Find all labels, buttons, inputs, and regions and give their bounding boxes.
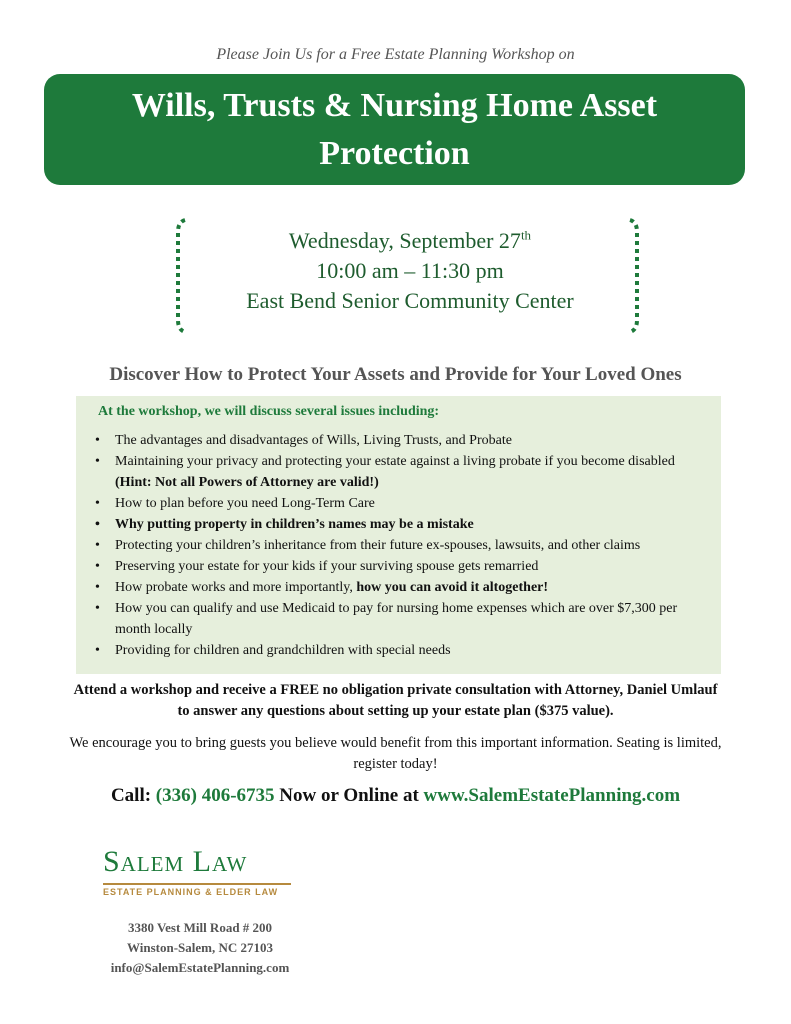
title-banner bbox=[44, 74, 745, 185]
encourage-text: We encourage you to bring guests you believe would benefit from this important information. Seating is limited, register today! bbox=[69, 735, 722, 772]
list-item: • Protecting your children’s inheritance from their future ex-spouses, lawsuits, and other claims bbox=[92, 535, 714, 556]
hint-text: (Hint: Not all Powers of Attorney are valid!) bbox=[115, 475, 379, 490]
list-item: • Preserving your estate for your kids if your surviving spouse gets remarried bbox=[92, 556, 714, 577]
address-line-2: Winston-Salem, NC 27103 bbox=[126, 940, 274, 955]
call-middle-text: Now or Online at bbox=[279, 785, 419, 806]
workshop-topics-box bbox=[76, 396, 721, 674]
right-bracket-decoration bbox=[628, 218, 640, 334]
banner-title: Wills, Trusts & Nursing Home Asset Protection bbox=[131, 86, 658, 172]
list-item: • Providing for children and grandchildren with special needs bbox=[92, 640, 714, 661]
avoid-probate-text: how you can avoid it altogether! bbox=[356, 580, 549, 595]
list-item: • How probate works and more importantly, how you can avoid it altogether! bbox=[92, 577, 714, 598]
event-date: Wednesday, September 27th bbox=[288, 227, 532, 253]
list-item: • Maintaining your privacy and protecting your estate against a living probate if you become disabled (Hint: Not all Powers of Attorney are valid!) bbox=[92, 451, 714, 493]
call-label: Call: bbox=[110, 785, 152, 806]
event-time: 10:00 am – 11:30 pm bbox=[316, 258, 504, 283]
consultation-offer: Attend a workshop and receive a FREE no obligation private consultation with Attorney, Daniel Umlauf to answer any questions about setting up your estate plan ($375 value). bbox=[73, 682, 718, 719]
phone-number[interactable]: (336) 406-6735 bbox=[155, 785, 275, 806]
list-item: • How you can qualify and use Medicaid to pay for nursing home expenses which are over $7,300 per month locally bbox=[92, 598, 714, 640]
event-location: East Bend Senior Community Center bbox=[246, 288, 574, 313]
list-item: • How to plan before you need Long-Term Care bbox=[92, 493, 714, 514]
discover-heading: Discover How to Protect Your Assets and Provide for Your Loved Ones bbox=[109, 364, 682, 385]
logo-name: Salem Law bbox=[103, 845, 248, 878]
topic-list bbox=[92, 430, 714, 661]
list-item: • Why putting property in children’s names may be a mistake bbox=[92, 514, 714, 535]
salem-law-logo bbox=[103, 845, 298, 897]
workshop-heading: At the workshop, we will discuss several issues including: bbox=[98, 404, 440, 419]
list-item: • The advantages and disadvantages of Wills, Living Trusts, and Probate bbox=[92, 430, 714, 451]
website-link[interactable]: www.SalemEstatePlanning.com bbox=[423, 785, 681, 806]
call-to-action bbox=[0, 785, 791, 807]
intro-line: Please Join Us for a Free Estate Planning Workshop on bbox=[216, 46, 575, 63]
logo-tagline: ESTATE PLANNING & ELDER LAW bbox=[103, 887, 279, 897]
address-line-1: 3380 Vest Mill Road # 200 bbox=[127, 920, 273, 935]
contact-email[interactable]: info@SalemEstatePlanning.com bbox=[110, 960, 290, 975]
left-bracket-decoration bbox=[175, 218, 187, 334]
contact-address bbox=[90, 918, 310, 978]
date-suffix: th bbox=[520, 227, 532, 243]
logo-divider bbox=[103, 883, 291, 885]
event-details bbox=[195, 226, 625, 316]
